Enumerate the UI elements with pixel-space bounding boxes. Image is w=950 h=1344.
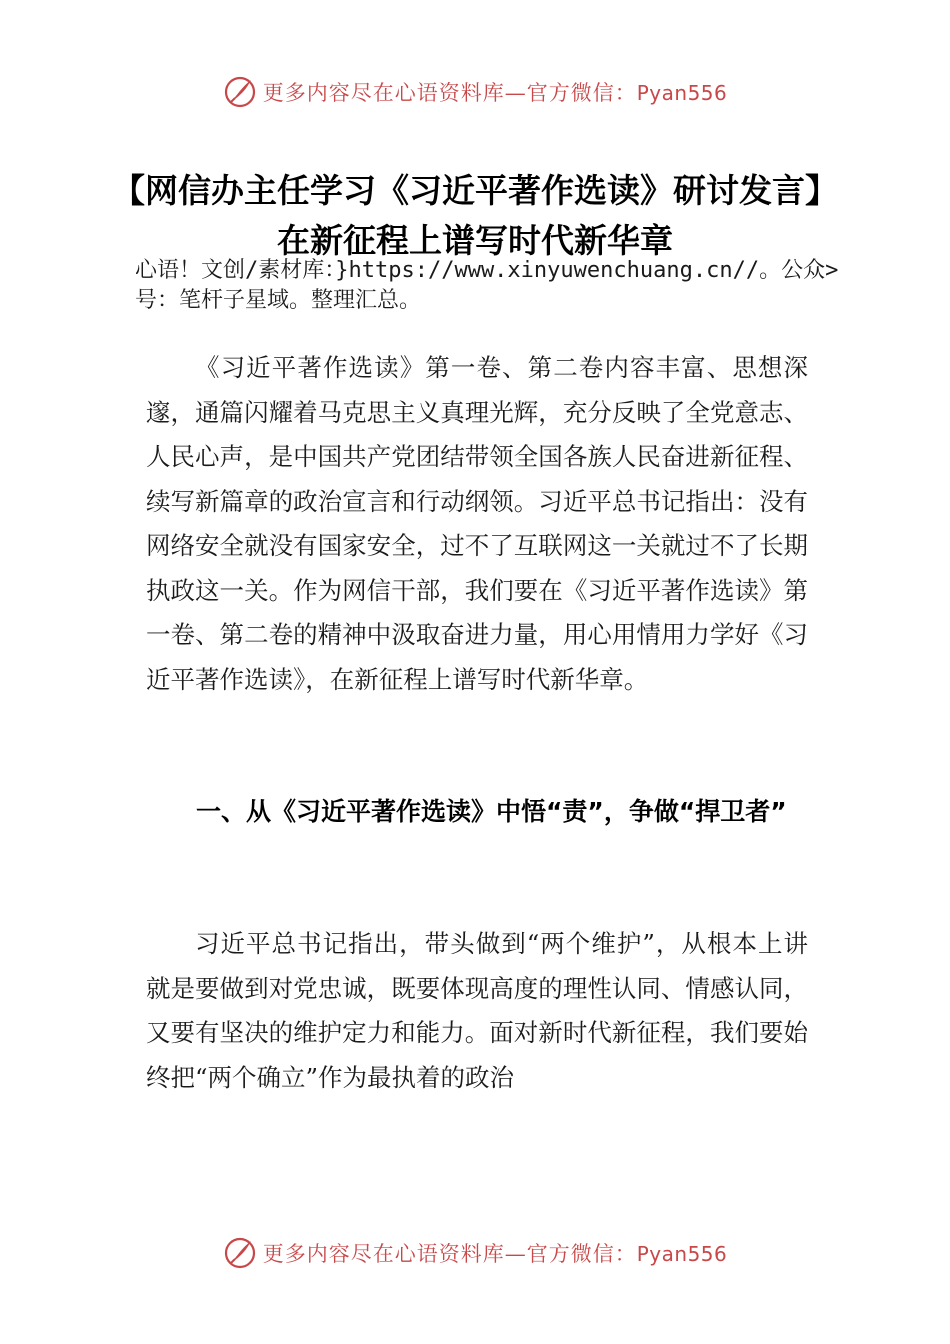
- body-paragraph-2: 习近平总书记指出，带头做到“两个维护”，从根本上讲就是要做到对党忠诚，既要体现高度的理性认同、情感认同，又要有坚决的维护定力和能力。面对新时代新征程，我们要始终把“两个确立”作为最执着的政治: [146, 929, 808, 1092]
- banner-text: 更多内容尽在心语资料库—官方微信：Pyan556: [262, 81, 728, 105]
- quill-logo-icon: [223, 75, 257, 109]
- section-heading: 一、从《习近平著作选读》中悟“责”，争做“捍卫者”: [196, 797, 787, 826]
- body-paragraph-1: 《习近平著作选读》第一卷、第二卷内容丰富、思想深邃，通篇闪耀着马克思主义真理光辉，充分反映了全党意志、人民心声，是中国共产党团结带领全国各族人民奋进新征程、续写新篇章的政治宣言和行动纲领。习近平总书记指出：没有网络安全就没有国家安全，过不了互联网这一关就过不了长期执政这一关。作为网信干部，我们要在《习近平著作选读》第一卷、第二卷的精神中汲取奋进力量，用心用情用力学好《习近平著作选读》，在新征程上谱写时代新华章。: [146, 353, 808, 694]
- document-title: 【网信办主任学习《习近平著作选读》研讨发言】在新征程上谱写时代新华章: [112, 171, 838, 260]
- source-note: 心语！文创/素材库：}https://www.xinyuwenchuang.cn//。公众>号：笔杆子星域。整理汇总。: [135, 258, 839, 313]
- quill-logo-icon: [223, 1236, 257, 1270]
- banner-text: 更多内容尽在心语资料库—官方微信：Pyan556: [262, 1242, 728, 1266]
- header-banner: [0, 72, 950, 112]
- wechat-id: Pyan556: [636, 1242, 728, 1266]
- footer-banner: [0, 1233, 950, 1273]
- wechat-id: Pyan556: [636, 81, 728, 105]
